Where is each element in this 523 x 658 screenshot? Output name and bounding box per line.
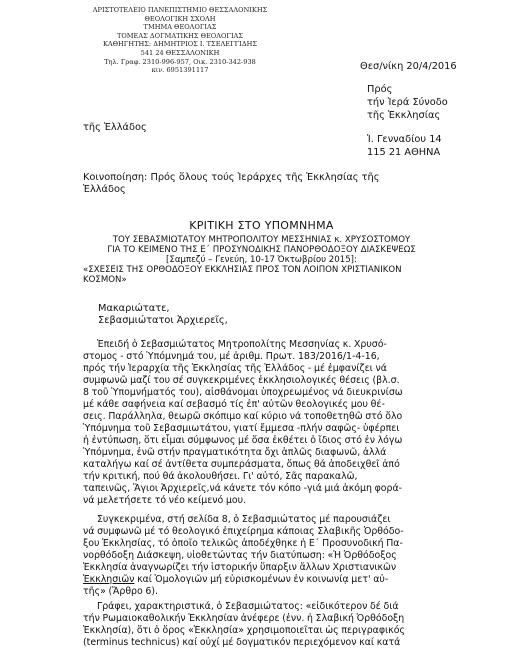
paragraph-line: ξου Ἐκκλησίας, τό ὁποῖο τελικῶς ἀποδέχθηκε ἡ Ε΄ Προσυνοδική Πα- [83,538,403,549]
paragraph-line: 8 τοῦ Ὑπομνήματός του), αἰσθάνομαι ὑποχρεωμένος νά διευκρινίσω [83,387,403,398]
paragraph-line: Ἐκκλησία), ὅτι ὁ ὅρος «Ἐκκλησία» χρησιμοποιεῖται ὡς περιγραφικός [83,625,405,636]
document-title: ΚΡΙΤΙΚΗ ΣΤΟ ΥΠΟΜΝΗΜΑ [189,219,334,232]
letterhead-line: ΚΑΘΗΓΗΤΗΣ: ΔΗΜΗΤΡΙΟΣ Ι. ΤΣΕΛΕΓΓΙΔΗΣ [102,40,258,49]
letterhead-line: ΤΟΜΕΑΣ ΔΟΓΜΑΤΙΚΗΣ ΘΕΟΛΟΓΙΑΣ [117,31,243,40]
letterhead-line: ΘΕΟΛΟΓΙΚΗ ΣΧΟΛΗ [144,14,216,23]
recipient-line: τήν Ἱερά Σύνοδο [367,97,448,108]
underlined-word: Ἐκκλησιῶν [83,574,135,585]
cc-line: Κοινοποίηση: Πρός ὅλους τούς Ἱεράρχες τῆς Ἐκκλησίας τῆς [83,172,380,183]
paragraph-line: πρός τήν Ἱεραρχία τῆς Ἐκκλησίας τῆς Ἑλλάδος - μέ ἐμφανίζει νά [83,363,387,374]
greeting-line: Μακαριώτατε, [98,303,170,314]
letterhead-line: κιν. 6951391117 [151,66,209,75]
paragraph-line: Συγκεκριμένα, στή σελίδα 8, ὁ Σεβασμιώτατος μέ παρουσιάζει [97,514,391,525]
recipient-line: τῆς Ἐκκλησίας [367,110,441,121]
subtitle-line: [Σαμπεζύ – Γενεύη, 10-17 Ὀκτωβρίου 2015]: [166,255,357,265]
paragraph-line: μέ κάθε σαφήνεια καί σεβασμό τίς ἐπ' αὐτῶν θεολογικές μου θέ- [83,399,385,410]
paragraph-line: νά συμφωνῶ μέ τό θεολογικό ἐπιχείρημα κάποιας Σλαβικῆς Ὀρθόδο- [83,526,404,537]
subtitle-line: ΤΟΥ ΣΕΒΑΣΜΙΩΤΑΤΟΥ ΜΗΤΡΟΠΟΛΙΤΟΥ ΜΕΣΣΗΝΙΑΣ κ. ΧΡΥΣΟΣΤΟΜΟΥ [112,235,411,245]
letter-date: Θεσ/νίκη 20/4/2016 [360,61,457,72]
letterhead-line: ΤΜΗΜΑ ΘΕΟΛΟΓΙΑΣ [143,23,217,32]
paragraph-line: Ἐπειδή ὁ Σεβασμιώτατος Μητροπολίτης Μεσσηνίας κ. Χρυσό- [97,339,387,350]
subtitle-line: «ΣΧΕΣΕΙΣ ΤΗΣ ΟΡΘΟΔΟΞΟΥ ΕΚΚΛΗΣΙΑΣ ΠΡΟΣ ΤΟΝ ΛΟΙΠΟΝ ΧΡΙΣΤΙΑΝΙΚΟΝ [83,265,402,275]
paragraph-line: Γράφει, χαρακτηριστικά, ὁ Σεβασμιώτατος: «εἰδικότερον δέ διά [97,601,399,612]
body-paragraph [83,339,453,507]
subtitle-line: ΓΙΑ ΤΟ ΚΕΙΜΕΝΟ ΤΗΣ Ε΄ ΠΡΟΣΥΝΟΔΙΚΗΣ ΠΑΝΟΡΘΟΔΟΞΟΥ ΔΙΑΣΚΕΨΕΩΣ [107,245,416,255]
recipient-address: Ἰ. Γενναδίου 14 [367,134,442,145]
paragraph-line: καταλήγω καί σέ ἀντίθετα συμπεράσματα, ὅπως θά ἀποδειχθεῖ ἀπό [83,459,400,470]
greeting [98,303,228,327]
paragraph-line: τήν Ρωμαιοκαθολικήν Ἐκκλησίαν ἀνέφερε (ἐνν. ἡ Σλαβική Ὀρθόδοξη [83,613,405,624]
letterhead-line: 541 24 ΘΕΣΣΑΛΟΝΙΚΗ [140,48,220,57]
letterhead-line: ΑΡΙΣΤΟΤΕΛΕΙΟ ΠΑΝΕΠΙΣΤΗΜΙΟ ΘΕΣΣΑΛΟΝΙΚΗΣ [92,6,268,14]
recipient-line: τῆς Ἑλλάδος [83,122,147,133]
body-paragraph [83,514,453,598]
body-paragraph [83,601,453,649]
paragraph-line: νορθόδοξη Διάσκεψη, υἱοθετώντας τήν διατύπωση: «Ἡ Ὀρθόδοξος [83,550,397,561]
paragraph-line: συμφωνῶ μαζί του σέ συγκεκριμένες ἐκκλησιολογικές θέσεις (βλ.σ. [83,375,400,386]
recipient-line: Πρός [367,84,393,95]
paragraph-line: (terminus technicus) καί οὐχί μέ δογματικόν περιεχόμενον καί κατά [83,637,401,648]
paragraph-line: ἡ ἐντύπωση, ὅτι εἶμαι σύμφωνος μέ ὅσα ἐκθέτει ὁ ἴδιος στό ἐν λόγω [83,435,403,446]
paragraph-line: νά μελετήσετε τό νέο κείμενό μου. [83,495,247,506]
paragraph-line: Ἐκκλησία ἀναγνωρίζει τήν ἱστορικήν ὕπαρξιν ἄλλων Χριστιανικῶν [83,562,397,573]
paragraph-line: ταπεινῶς, Ἅγιοι Ἀρχιερεῖς,νά κάνετε τόν κόπο -γιά μιά ἀκόμη φορά- [83,483,403,494]
paragraph-line: Ὑπόμνημα, ἐνῶ στήν πραγματικότητα ὄχι ἁπλῶς διαφωνῶ, ἀλλά [83,447,387,458]
letterhead [60,6,300,75]
paragraph-line: σεις. Παράλληλα, θεωρῶ σκόπιμο καί κύριο νά τοποθετηθῶ στό ὅλο [83,411,403,422]
recipient-address: 115 21 ΑΘΗΝΑ [367,147,441,158]
letterhead-line: Τηλ. Γραφ. 2310-996-957, Οικ. 2310-342-938 [104,57,256,66]
cc-line: Ἑλλάδος [83,184,126,195]
paragraph-line: Ἐκκλησιῶν καί Ὁμολογιῶν μή εὑρισκομένων ἐν κοινωνίᾳ μετ' αὐ- [83,574,389,585]
subtitle-line: ΚΟΣΜΟΝ» [83,275,127,285]
paragraph-line: στομος - στό Ὑπόμνημά του, μέ ἀριθμ. Πρωτ. 183/2016/1-4-16, [83,351,380,362]
paragraph-line: Ὑπόμνημα τοῦ Σεβασμιωτάτου, γιατί ἔμμεσα -πλήν σαφῶς- ὑφέρπει [83,423,400,434]
greeting-line: Σεβασμιώτατοι Ἀρχιερεῖς, [98,315,228,326]
paragraph-line: τήν κριτική, πού θά ἀκολουθήσει. Γι' αὐτό, Σᾶς παρακαλῶ, [83,471,358,482]
paragraph-line: τῆς» (Ἄρθρο 6). [83,586,159,597]
document-subtitle [0,235,523,265]
